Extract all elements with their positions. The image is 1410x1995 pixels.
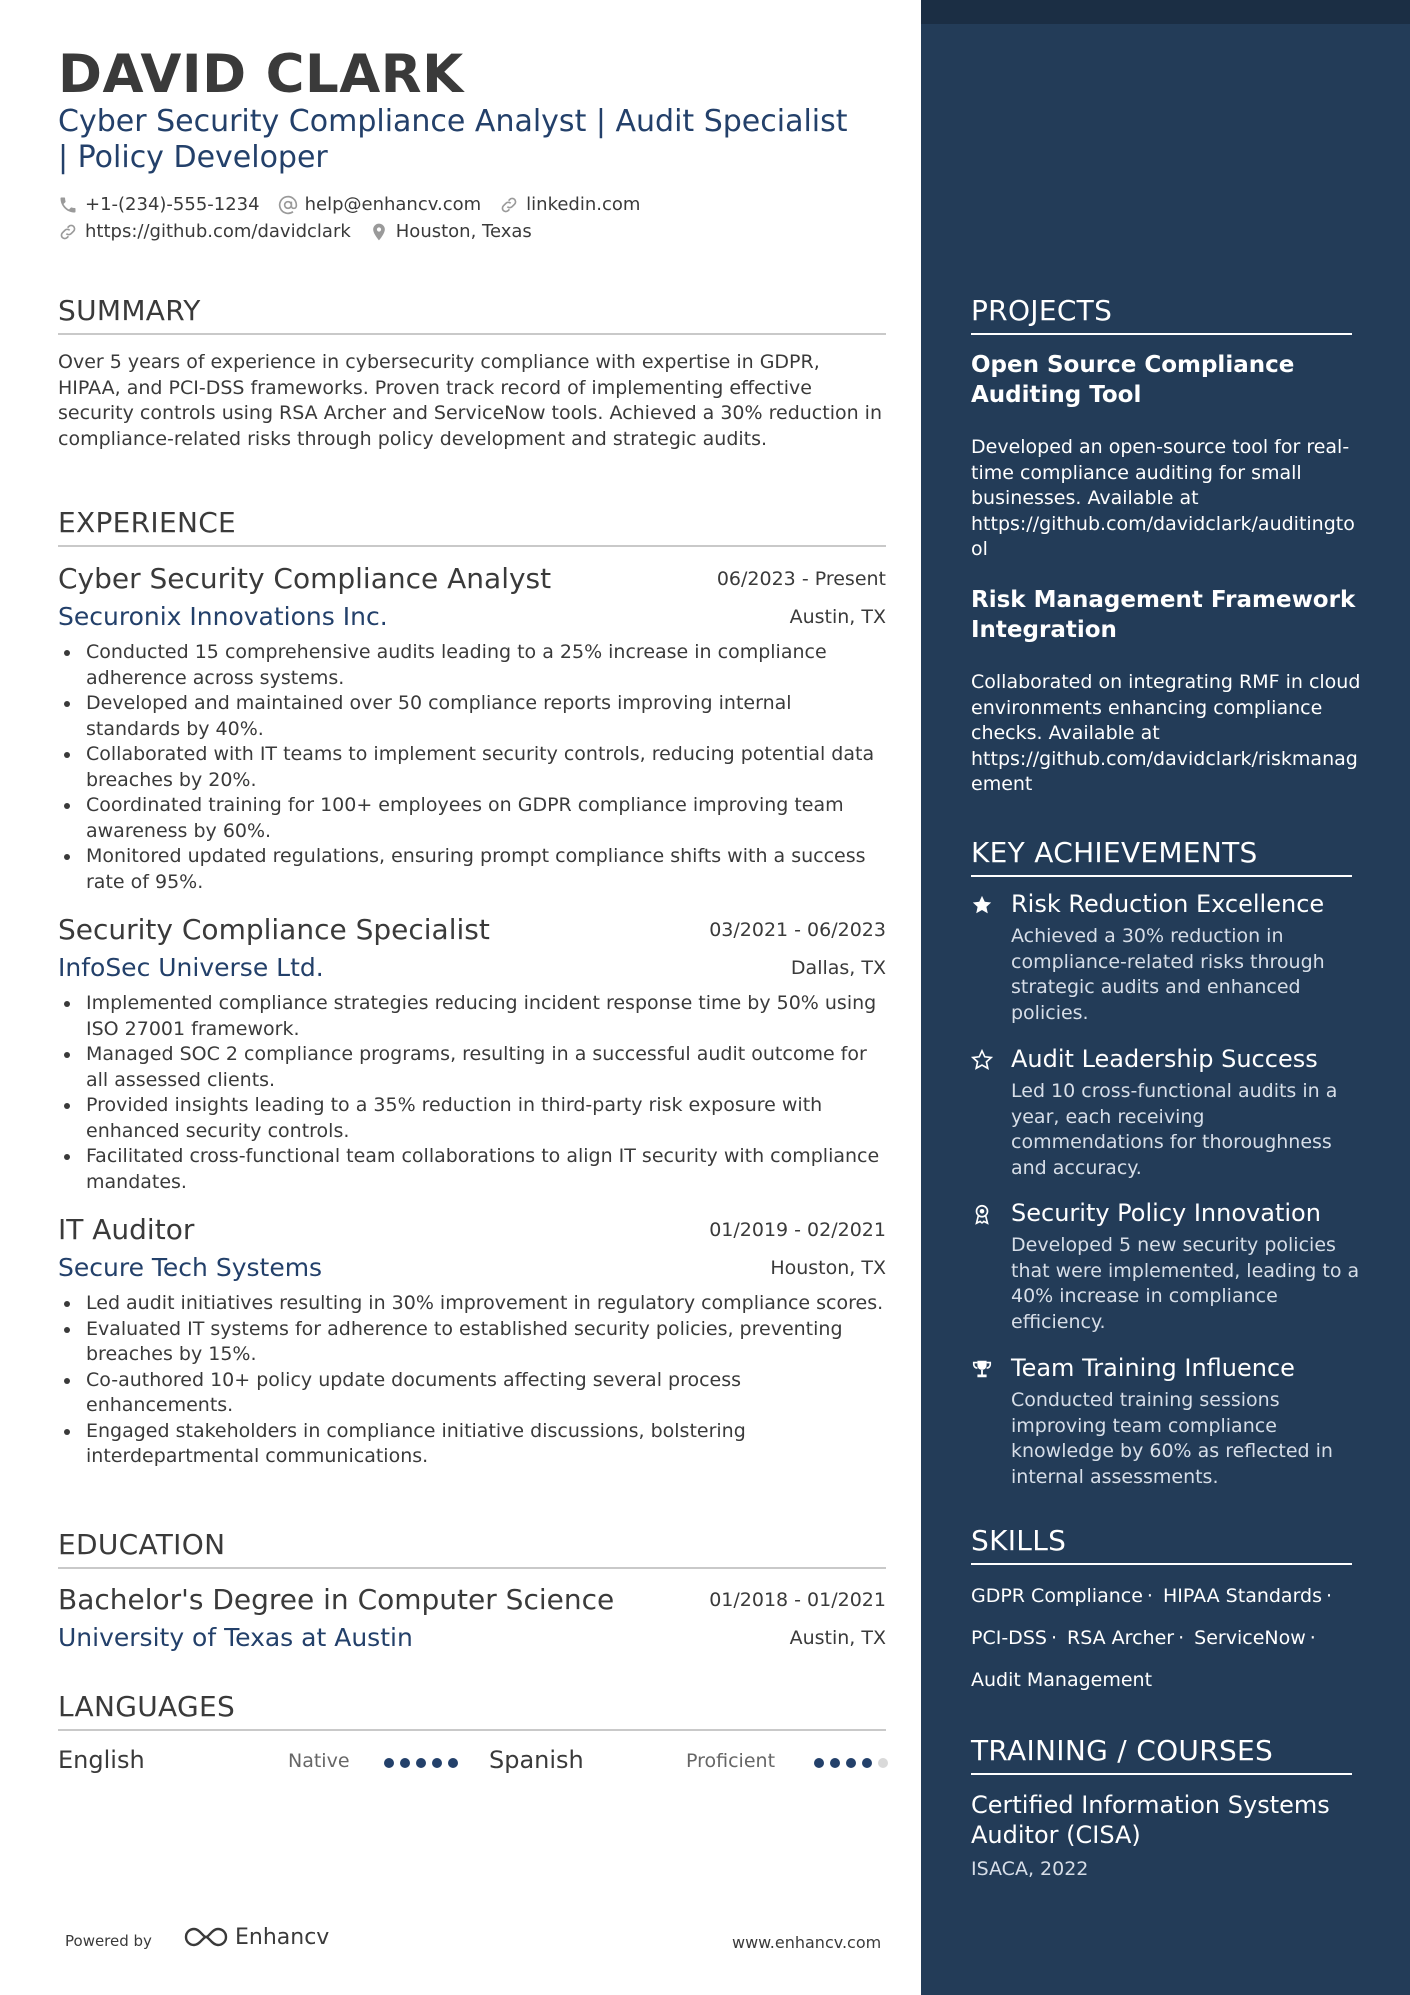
location-text: Houston, Texas: [395, 221, 532, 242]
linkedin-text: linkedin.com: [526, 194, 641, 215]
contact-location: [369, 221, 532, 242]
sidebar: [921, 0, 1410, 1995]
rating-dot: [448, 1758, 458, 1768]
achievement-title: Security Policy Innovation: [1011, 1199, 1321, 1227]
contact-github[interactable]: [58, 221, 351, 242]
job-bullet: Developed and maintained over 50 compliance reports improving internal standards by 40%.: [58, 691, 886, 742]
job-bullet: Provided insights leading to a 35% reduction in third-party risk exposure with enhanced security controls.: [58, 1093, 886, 1144]
candidate-name: DAVID CLARK: [58, 44, 464, 105]
project-description: Collaborated on integrating RMF in cloud environments enhancing compliance checks. Available at https://github.com/davidclark/riskmanagement: [971, 671, 1361, 795]
job-entry: [58, 913, 886, 1195]
phone-icon: [58, 195, 78, 215]
enhancv-logo-icon: [183, 1924, 229, 1950]
job-title: Cyber Security Compliance Analyst: [58, 562, 552, 595]
star-outline-icon: [971, 1049, 993, 1071]
link-icon: [499, 195, 519, 215]
job-date: 01/2019 - 02/2021: [709, 1219, 886, 1241]
job-title: IT Auditor: [58, 1213, 195, 1246]
job-bullet: Evaluated IT systems for adherence to established security policies, preventing breaches by 15%.: [58, 1317, 886, 1368]
skill-tag: Audit Management: [971, 1669, 1153, 1691]
projects-heading: PROJECTS: [971, 294, 1352, 335]
skills-heading: SKILLS: [971, 1524, 1352, 1565]
contact-row-1: [58, 194, 658, 215]
job-bullets: [58, 1291, 886, 1470]
job-entry: [58, 1213, 886, 1470]
job-entry: [58, 562, 886, 895]
job-bullet: Coordinated training for 100+ employees on GDPR compliance improving team awareness by 60%.: [58, 793, 886, 844]
job-location: Dallas, TX: [790, 957, 886, 979]
phone-text: +1-(234)-555-1234: [85, 194, 260, 215]
email-text: help@enhancv.com: [304, 194, 482, 215]
achievement-title: Risk Reduction Excellence: [1011, 890, 1325, 918]
skill-tag: RSA Archer: [1067, 1627, 1175, 1649]
summary-text: Over 5 years of experience in cybersecurity compliance with expertise in GDPR, HIPAA, and PCI-DSS frameworks. Proven track record of implementing effective security controls using RSA Archer and ServiceNow tools. Achieved a 30% reduction in compliance-related risks through policy development and strategic audits.: [58, 351, 883, 450]
education-heading: EDUCATION: [58, 1528, 886, 1569]
at-icon: [278, 195, 298, 215]
achievements-heading: KEY ACHIEVEMENTS: [971, 836, 1352, 877]
skill-tag: HIPAA Standards: [1162, 1585, 1323, 1607]
star-filled-icon: [971, 894, 993, 916]
achievement-description: Conducted training sessions improving team compliance knowledge by 60% as reflected in internal assessments.: [1011, 1389, 1333, 1488]
skill-tag: ServiceNow: [1194, 1627, 1306, 1649]
sidebar-top-bar: [921, 0, 1410, 24]
experience-heading: EXPERIENCE: [58, 506, 886, 547]
summary-heading: SUMMARY: [58, 294, 886, 335]
job-location: Houston, TX: [770, 1257, 886, 1279]
rating-dot: [878, 1758, 888, 1768]
language-level: Proficient: [686, 1750, 776, 1772]
job-location: Austin, TX: [789, 606, 886, 628]
job-bullets: [58, 640, 886, 895]
rating-dot: [416, 1758, 426, 1768]
job-title: Security Compliance Specialist: [58, 913, 490, 946]
language-rating: [814, 1758, 894, 1768]
project-title: Risk Management Framework Integration: [971, 587, 1356, 643]
education-entry: [58, 1583, 886, 1661]
achievement-description: Led 10 cross-functional audits in a year, each receiving commendations for thoroughness and accuracy.: [1011, 1080, 1338, 1179]
job-bullet: Facilitated cross-functional team collaborations to align IT security with compliance mandates.: [58, 1144, 886, 1195]
education-date: 01/2018 - 01/2021: [709, 1589, 886, 1611]
language-name: English: [58, 1746, 145, 1774]
rating-dot: [814, 1758, 824, 1768]
enhancv-brand-text: Enhancv: [235, 1924, 330, 1950]
rating-dot: [384, 1758, 394, 1768]
job-bullet: Managed SOC 2 compliance programs, resulting in a successful audit outcome for all assessed clients.: [58, 1042, 886, 1093]
candidate-headline: Cyber Security Compliance Analyst | Audit Specialist | Policy Developer: [58, 104, 848, 175]
job-bullets: [58, 991, 886, 1195]
location-pin-icon: [369, 222, 389, 242]
job-bullet: Engaged stakeholders in compliance initiative discussions, bolstering interdepartmental communications.: [58, 1419, 886, 1470]
achievement-title: Team Training Influence: [1011, 1354, 1295, 1382]
language-name: Spanish: [489, 1746, 584, 1774]
contact-row-2: [58, 221, 550, 242]
achievement-title: Audit Leadership Success: [1011, 1045, 1318, 1073]
job-bullet: Implemented compliance strategies reducing incident response time by 50% using ISO 27001 framework.: [58, 991, 886, 1042]
project-description: Developed an open-source tool for real-time compliance auditing for small businesses. Available at https://github.com/davidclark/auditingtool: [971, 436, 1355, 560]
languages-row: [58, 1746, 886, 1778]
rating-dot: [846, 1758, 856, 1768]
course-title: Certified Information Systems Auditor (CISA): [971, 1791, 1330, 1849]
footer-url[interactable]: www.enhancv.com: [732, 1933, 882, 1952]
enhancv-logo[interactable]: [183, 1924, 329, 1950]
job-company: Secure Tech Systems: [58, 1253, 323, 1282]
rating-dot: [432, 1758, 442, 1768]
achievement-description: Developed 5 new security policies that were implemented, leading to a 40% increase in compliance efficiency.: [1011, 1234, 1360, 1333]
education-location: Austin, TX: [789, 1627, 886, 1649]
github-text: https://github.com/davidclark: [85, 221, 351, 242]
award-ribbon-icon: [971, 1203, 993, 1225]
language-rating: [384, 1758, 464, 1768]
job-bullet: Conducted 15 comprehensive audits leading to a 25% increase in compliance adherence across systems.: [58, 640, 886, 691]
languages-heading: LANGUAGES: [58, 1690, 886, 1731]
powered-by-label: Powered by: [65, 1932, 152, 1950]
skill-tag: PCI-DSS: [971, 1627, 1047, 1649]
job-bullet: Monitored updated regulations, ensuring prompt compliance shifts with a success rate of 95%.: [58, 844, 886, 895]
rating-dot: [400, 1758, 410, 1768]
job-bullet: Co-authored 10+ policy update documents affecting several process enhancements.: [58, 1368, 886, 1419]
training-heading: TRAINING / COURSES: [971, 1734, 1352, 1775]
trophy-icon: [971, 1358, 993, 1380]
school-name: University of Texas at Austin: [58, 1623, 413, 1652]
job-company: Securonix Innovations Inc.: [58, 602, 388, 631]
job-date: 03/2021 - 06/2023: [709, 919, 886, 941]
degree-title: Bachelor's Degree in Computer Science: [58, 1583, 615, 1616]
skill-tag: GDPR Compliance: [971, 1585, 1143, 1607]
link-icon: [58, 222, 78, 242]
language-level: Native: [288, 1750, 350, 1772]
skills-list: GDPR Compliance · HIPAA Standards · PCI-DSS · RSA Archer · ServiceNow · Audit Management: [971, 1585, 1333, 1691]
job-bullet: Led audit initiatives resulting in 30% improvement in regulatory compliance scores.: [58, 1291, 886, 1317]
project-title: Open Source Compliance Auditing Tool: [971, 352, 1295, 408]
job-bullet: Collaborated with IT teams to implement security controls, reducing potential data breaches by 20%.: [58, 742, 886, 793]
contact-linkedin[interactable]: [499, 194, 640, 215]
achievement-description: Achieved a 30% reduction in compliance-related risks through strategic audits and enhanced policies.: [1011, 925, 1325, 1024]
rating-dot: [830, 1758, 840, 1768]
job-date: 06/2023 - Present: [716, 568, 886, 590]
course-provider: ISACA, 2022: [971, 1858, 1089, 1880]
contact-email[interactable]: [278, 194, 482, 215]
contact-phone[interactable]: [58, 194, 260, 215]
job-company: InfoSec Universe Ltd.: [58, 953, 324, 982]
rating-dot: [862, 1758, 872, 1768]
